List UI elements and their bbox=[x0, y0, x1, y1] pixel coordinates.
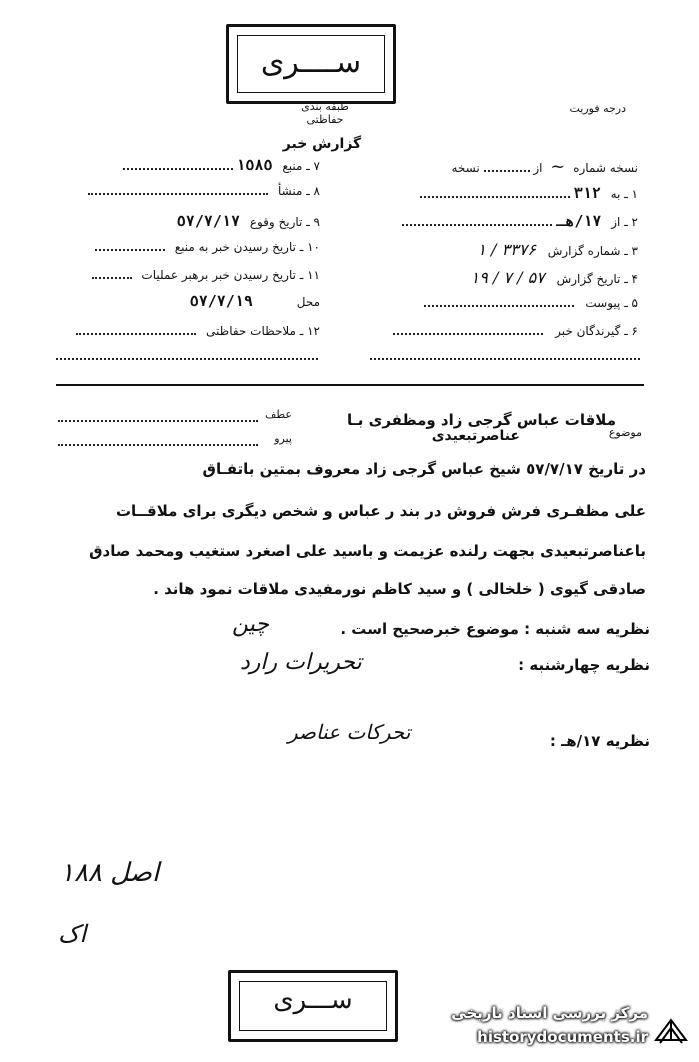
watermark-line-1: مرکز بررسی اسناد تاریخی bbox=[451, 1004, 648, 1022]
field-place bbox=[58, 292, 320, 310]
body-line-3: باعناصرتبعیدی بجهت رلنده عزیمت و باسید علی اصغرد ستغیب ومحمد صادق bbox=[89, 542, 646, 560]
left-fields bbox=[58, 150, 320, 360]
field-label: ٢ ـ از bbox=[611, 215, 638, 229]
right-fields bbox=[362, 150, 638, 360]
bottom-stamp-text: ســـرى bbox=[273, 985, 353, 1015]
field-report-number: ٣ ـ شماره گزارش ۳۳۷۶ / ۱ bbox=[477, 240, 638, 259]
separator-dotted bbox=[56, 358, 318, 360]
field-news-to-source bbox=[58, 240, 320, 254]
watermark-line-2: historydocuments.ir bbox=[477, 1028, 648, 1046]
body-line-4: صادقی گیوی ( خلخالی ) و سید کاظم نورمفیدی ملاقات نمود هاند . bbox=[153, 580, 646, 598]
priority-label: درجه فوریت bbox=[569, 102, 626, 115]
handwritten-signature: ﭼﻴﻦ bbox=[232, 612, 269, 637]
subject-line-1: ملاقات عباس گرجی زاد ومظفری بـا bbox=[346, 411, 616, 429]
handwritten-bottom-note: اصل ۱۸۸ bbox=[60, 858, 160, 888]
field-label: ١١ ـ تاریخ رسیدن خبر برهبر عملیات bbox=[141, 268, 320, 282]
watermark bbox=[430, 1004, 692, 1058]
field-news-to-leader bbox=[58, 268, 320, 282]
ataf-label: عطف bbox=[265, 408, 292, 421]
subject-label: موضوع bbox=[608, 426, 642, 439]
ataf-line bbox=[58, 420, 258, 422]
field-origin bbox=[58, 184, 320, 198]
field-copy-number: نسخه شماره ~ از نسخه bbox=[451, 156, 638, 177]
divider-rule bbox=[56, 384, 644, 386]
opinion-wednesday: نظریه چهارشنبه : bbox=[518, 656, 650, 674]
field-label: نسخه شماره bbox=[573, 161, 638, 175]
field-label: ۴ ـ تاریخ گزارش bbox=[556, 272, 638, 286]
field-from bbox=[362, 212, 638, 230]
body-line-1: در تاریخ ٥٧/٧/١٧ شیخ عباس گرجی زاد معروف بمتین باتفـاق bbox=[202, 460, 646, 478]
field-label: ٩ ـ تاریخ وقوع bbox=[249, 215, 320, 229]
field-attachment bbox=[362, 296, 638, 310]
field-security-notes bbox=[58, 324, 320, 338]
handwritten-initial: اک bbox=[58, 920, 87, 948]
peyro-line bbox=[58, 444, 258, 446]
field-label: ١٠ ـ تاریخ رسیدن خبر به منبع bbox=[174, 240, 320, 254]
top-secret-stamp bbox=[226, 24, 396, 104]
field-value: ١٧/هـ bbox=[556, 212, 602, 230]
field-label: ۵ ـ پیوست bbox=[585, 296, 638, 310]
field-recipients bbox=[362, 324, 638, 338]
separator-dotted bbox=[370, 358, 640, 360]
field-label: ٧ ـ منبع bbox=[282, 159, 320, 173]
field-label: ١٢ ـ ملاحظات حفاظتی bbox=[206, 324, 320, 338]
handwritten-note: تحریرات رارد bbox=[240, 650, 362, 675]
field-label: ٣ ـ شماره گزارش bbox=[547, 244, 638, 258]
classification-label: طبقه بندی حفاظتی bbox=[301, 100, 349, 126]
field-label: ۶ ـ گیرندگان خبر bbox=[555, 324, 638, 338]
field-report-date: ۴ ـ تاریخ گزارش ۵۷ / ۷ / ۱۹ bbox=[470, 268, 638, 287]
field-value: ٥٧/٧/١٧ bbox=[176, 212, 240, 230]
top-stamp-text: ســــرى bbox=[260, 45, 362, 80]
field-label: ١ ـ به bbox=[610, 187, 638, 201]
field-value: ٣١٢ bbox=[573, 184, 601, 202]
report-title: گزارش خبر bbox=[282, 136, 362, 152]
copy-copies: نسخه bbox=[451, 161, 480, 175]
subject-line-2: عناصرتبعیدی bbox=[431, 428, 520, 444]
field-value: ١٥٨٥ bbox=[236, 156, 273, 174]
peyro-label: پیرو bbox=[274, 432, 292, 445]
field-value: ٥٧/٧/١٩ bbox=[189, 292, 253, 310]
field-to bbox=[362, 184, 638, 202]
field-event-date bbox=[58, 212, 320, 230]
body-line-2: علی مظفـری فرش فروش در بند ر عباس و شخص دیگری برای ملاقــات bbox=[115, 502, 646, 520]
opinion-17h: نظریه ١٧/هـ : bbox=[549, 732, 650, 750]
field-label: ٨ ـ منشأ bbox=[277, 184, 320, 198]
field-source bbox=[58, 156, 320, 174]
book-logo-icon bbox=[652, 1010, 690, 1048]
bottom-secret-stamp bbox=[228, 970, 398, 1042]
copy-from: از bbox=[533, 161, 543, 175]
handwritten-note: تحرکات عناصر bbox=[288, 720, 411, 744]
field-label: محل bbox=[296, 295, 320, 309]
opinion-tuesday: نظریه سه شنبه : موضوع خبرصحیح است . bbox=[340, 620, 650, 638]
